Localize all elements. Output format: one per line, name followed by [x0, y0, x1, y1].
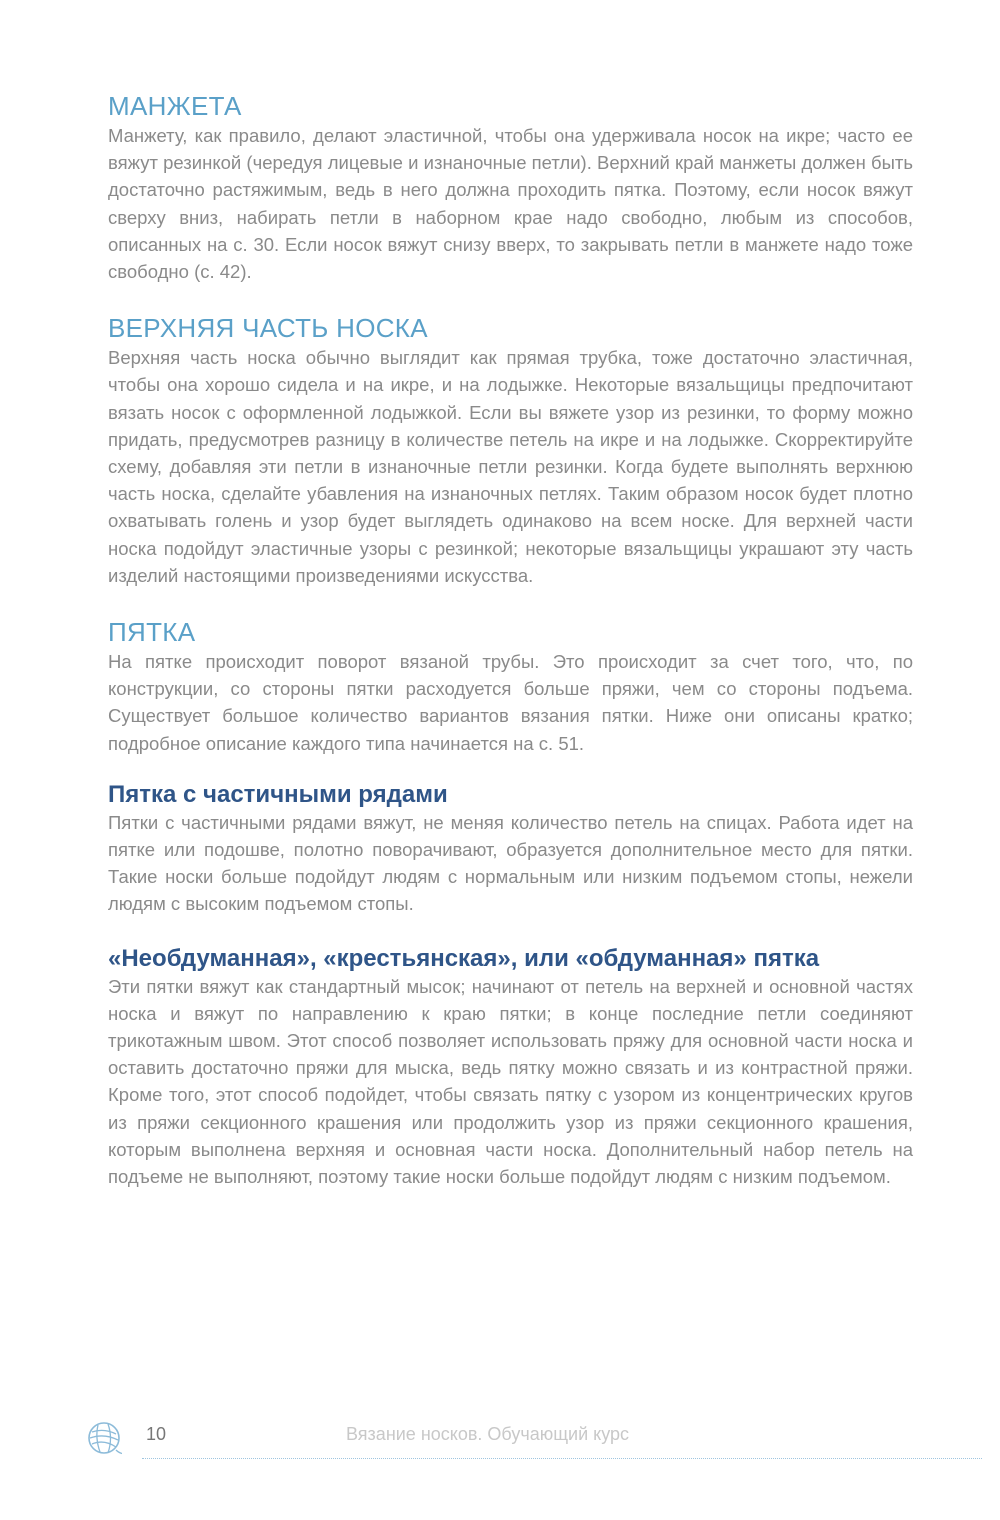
section-heel — [108, 616, 913, 757]
page-footer — [86, 1420, 986, 1460]
section-text: Верхняя часть носка обычно выглядит как прямая трубка, тоже достаточно эластичная, чтобы она хорошо сидела и на икре, и на лодыжке. Некоторые вязальщицы предпочитают вязать носок с оформленной лодыжкой. Если вы вяжете узор из резинки, то форму можно придать, предусмотрев разницу в количестве петель на икре и на лодыжке. Скорректируйте схему, добавляя эти петли в изнаночные петли резинки. Когда будете выполнять верхнюю часть носка, сделайте убавления на изнаночных петлях. Таким образом носок будет плотно охватывать голень и узор будет выглядеть одинаково на всем носке. Для верхней части носка подойдут эластичные узоры с резинкой; некоторые вязальщицы украшают эту часть изделий настоящими произведениями искусства. — [108, 347, 913, 586]
page-content — [108, 90, 913, 1190]
section-title: МАНЖЕТА — [108, 91, 242, 121]
yarn-ball-icon — [86, 1420, 122, 1456]
section-title: ПЯТКА — [108, 617, 196, 648]
subsection-title: «Необдуманная», «крестьянская», или «обдуманная» пятка — [108, 944, 820, 972]
subsection-text: Эти пятки вяжут как стандартный мысок; начинают от петель на верхней и основной частях носка и вяжут по направлению к краю пятки; в конце последние петли соединяют трикотажным швом. Этот способ позволяет использовать пряжу для основной части носка и оставить достаточно пряжи для мыска, ведь пятку можно связать и из контрастной пряжи. Кроме того, этот способ подойдет, чтобы связать пятку с узором из концентрических кругов из пряжи секционного крашения или продолжить узор из пряжи секционного крашения, которым выполнена верхняя и основная части носка. Дополнительный набор петель на подъеме не выполняют, поэтому такие носки больше подойдут людям с низким подъемом. — [108, 975, 913, 1188]
subsection-afterthought-heel — [108, 945, 913, 1191]
page-number: 10 — [146, 1424, 167, 1444]
section-text: На пятке происходит поворот вязаной трубы. Это происходит за счет того, что, по конструкции, со стороны пятки расходуется больше пряжи, чем со стороны подъема. Существует большое количество вариантов вязания пятки. Ниже они описаны кратко; подробное описание каждого типа начинается на с. 51. — [108, 651, 913, 754]
section-text: Манжету, как правило, делают эластичной, чтобы она удерживала носок на икре; часто ее вяжут резинкой (чередуя лицевые и изнаночные петли). Верхний край манжеты должен быть достаточно растяжимым, ведь в него должна проходить пятка. Поэтому, если носок вяжут сверху вниз, набирать петли в наборном крае надо свободно, любым из способов, описанных на с. 30. Если носок вяжут снизу вверх, то закрывать петли в манжете надо тоже свободно (с. 42). — [108, 125, 913, 283]
section-cuff — [108, 90, 913, 285]
subsection-title: Пятка с частичными рядами — [108, 780, 448, 808]
subsection-short-row-heel — [108, 781, 913, 918]
section-title: ВЕРХНЯЯ ЧАСТЬ НОСКА — [108, 313, 428, 344]
footer-divider — [142, 1458, 982, 1459]
subsection-text: Пятки с частичными рядами вяжут, не меняя количество петель на спицах. Работа идет на пятке или подошве, полотно поворачивают, образуется дополнительное место для пятки. Такие носки больше подойдут людям с нормальным или низким подъемом стопы, нежели людям с высоким подъемом стопы. — [108, 811, 913, 915]
running-footer-title: Вязание носков. Обучающий курс — [346, 1424, 630, 1444]
section-leg — [108, 312, 913, 589]
